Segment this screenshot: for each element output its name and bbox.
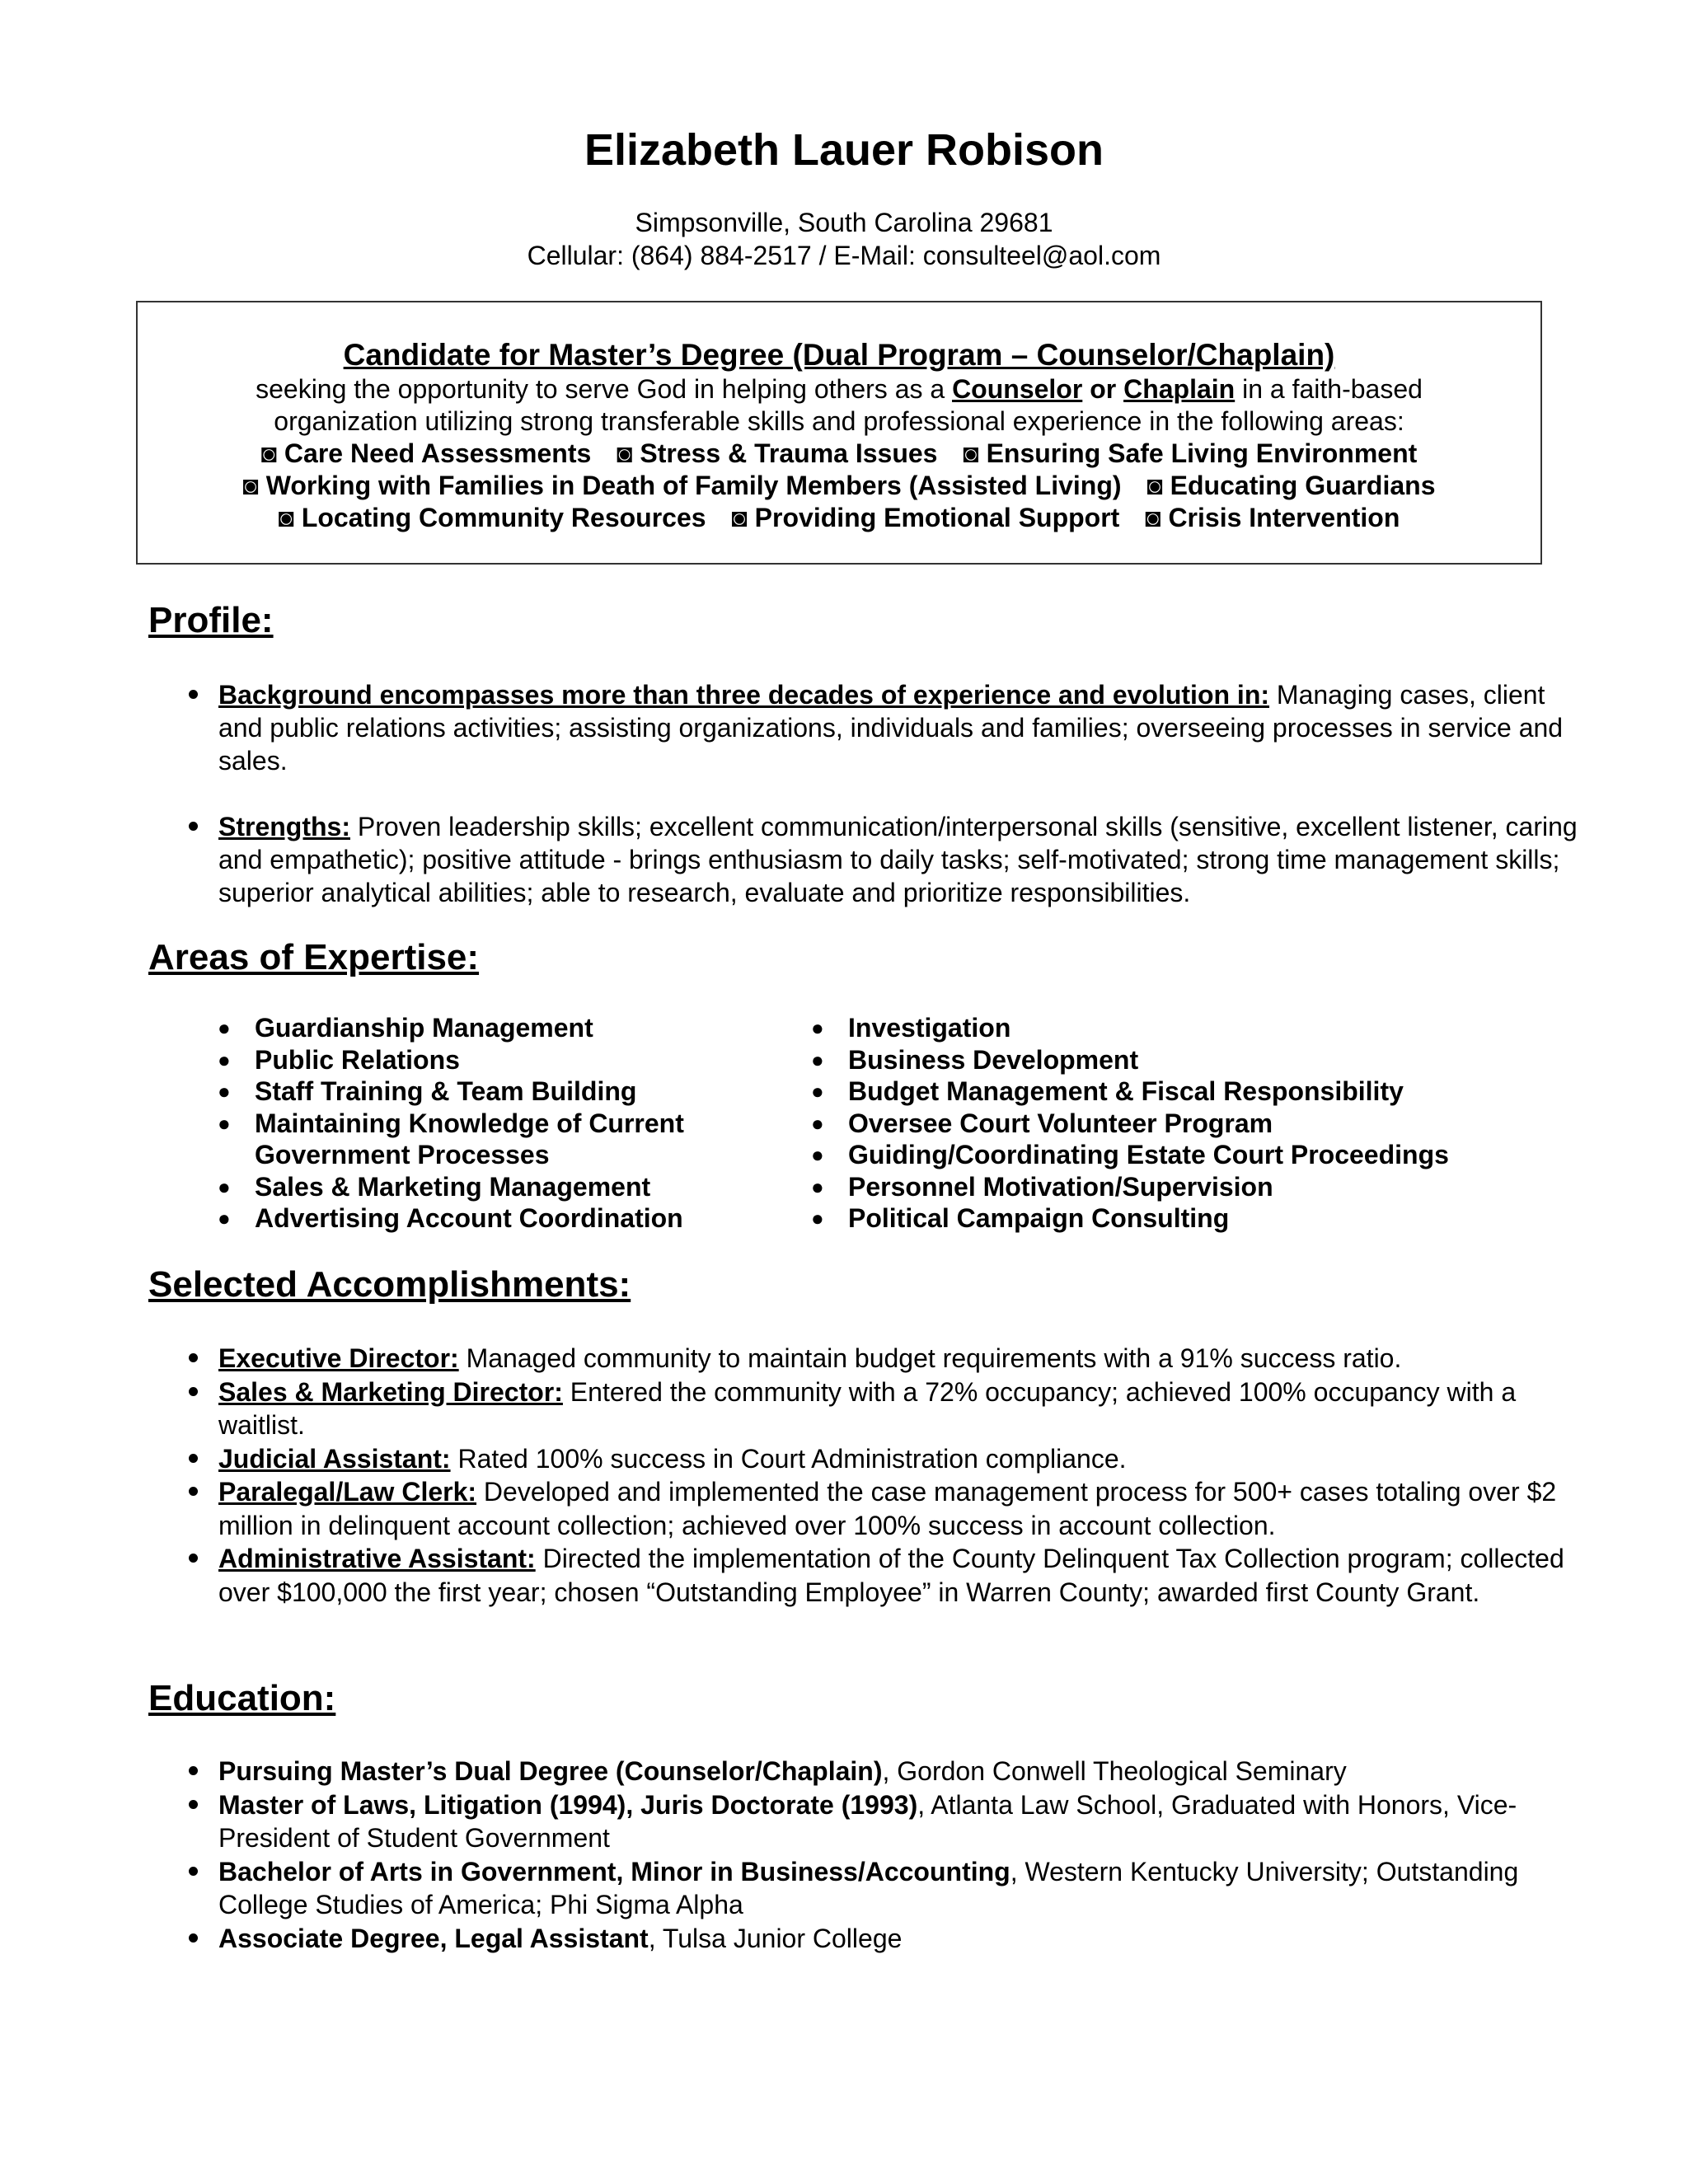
marker-icon: ◙ — [963, 438, 979, 468]
list-item: ● Oversee Court Volunteer Program — [848, 1108, 1590, 1140]
focus-area: Working with Families in Death of Family Members (Assisted Living) — [265, 471, 1122, 500]
focus-area: Stress & Trauma Issues — [640, 438, 938, 468]
list-item — [218, 1342, 1578, 1376]
focus-area: Ensuring Safe Living Environment — [986, 438, 1418, 468]
list-item — [218, 1442, 1578, 1476]
item-text: Developed and implemented the case management process for 500+ cases totaling over $2 million in delinquent account collection; achieved over 100% success in account collection. — [218, 1477, 1557, 1540]
item-lead: Sales & Marketing Director: — [218, 1376, 563, 1407]
marker-icon: ◙ — [1146, 471, 1163, 500]
list-item — [218, 1788, 1578, 1855]
focus-areas-row — [138, 438, 1540, 470]
education-list — [177, 1755, 1578, 1955]
list-item: ● Sales & Marketing Management — [255, 1171, 782, 1203]
expertise-left-list — [218, 1012, 782, 1235]
profile-list — [177, 678, 1578, 909]
item-lead: Paralegal/Law Clerk: — [218, 1477, 477, 1507]
item-text: , Gordon Conwell Theological Seminary — [882, 1756, 1347, 1786]
item-text: Managed community to maintain budget requirements with a 91% success ratio. — [458, 1343, 1402, 1373]
item-lead: Bachelor of Arts in Government, Minor in Business/Accounting — [218, 1856, 1010, 1886]
or-word: or — [1082, 374, 1124, 404]
item-text: , Tulsa Junior College — [648, 1923, 903, 1953]
list-item — [218, 678, 1578, 777]
profile-heading: Profile: — [148, 600, 274, 640]
marker-icon: ◙ — [731, 503, 748, 532]
focus-area: Providing Emotional Support — [754, 503, 1120, 532]
item-text: Rated 100% success in Court Administration compliance. — [450, 1443, 1127, 1474]
marker-icon: ◙ — [1145, 503, 1161, 532]
item-lead: Pursuing Master’s Dual Degree (Counselor/Chaplain) — [218, 1756, 883, 1786]
list-item — [218, 1542, 1578, 1609]
marker-icon: ◙ — [260, 438, 278, 468]
objective-title: Candidate for Master’s Degree (Dual Program – Counselor/Chaplain) — [343, 338, 1335, 372]
list-item: ● Political Campaign Consulting — [848, 1202, 1590, 1235]
item-lead: Executive Director: — [218, 1343, 459, 1373]
list-item: ● Guardianship Management — [255, 1012, 782, 1044]
list-item: ● Advertising Account Coordination — [255, 1202, 782, 1235]
list-item: ● Business Development — [848, 1044, 1590, 1076]
list-item: ● Budget Management & Fiscal Responsibility — [848, 1076, 1590, 1108]
marker-icon: ◙ — [278, 503, 294, 532]
education-heading: Education: — [148, 1678, 336, 1718]
list-item: ● Guiding/Coordinating Estate Court Proceedings — [848, 1139, 1590, 1171]
item-lead: Master of Laws, Litigation (1994), Juris Doctorate (1993) — [218, 1789, 918, 1820]
item-lead: Judicial Assistant: — [218, 1443, 451, 1474]
item-text: , Atlanta Law School, Graduated with Honors, Vice-President of Student Government — [218, 1789, 1517, 1853]
list-item — [218, 1922, 1578, 1956]
list-item — [218, 1855, 1578, 1922]
marker-icon: ◙ — [242, 471, 259, 500]
list-item — [218, 1475, 1578, 1542]
item-text: Entered the community with a 72% occupancy; achieved 100% occupancy with a waitlist. — [218, 1376, 1517, 1440]
list-item — [218, 810, 1578, 909]
item-text: , Western Kentucky University; Outstanding College Studies of America; Phi Sigma Alpha — [218, 1856, 1519, 1919]
item-text: Directed the implementation of the County Delinquent Tax Collection program; collected over $100,000 the first year; chosen “Outstanding Employee” in Warren County; awarded first County Grant. — [218, 1544, 1564, 1607]
objective-text: seeking the opportunity to serve God in helping others as a — [256, 374, 953, 404]
focus-area: Care Need Assessments — [284, 438, 592, 468]
accomplishments-heading: Selected Accomplishments: — [148, 1264, 631, 1305]
counselor-word: Counselor — [952, 374, 1083, 404]
focus-area: Crisis Intervention — [1168, 503, 1400, 532]
item-lead: Background encompasses more than three decades of experience and evolution in: — [218, 680, 1270, 710]
objective-line-2: organization utilizing strong transferable skills and professional experience in the following areas: — [274, 406, 1404, 436]
marker-icon: ◙ — [617, 438, 633, 468]
item-text: Managing cases, client and public relations activities; assisting organizations, individuals and families; overseeing processes in service and sales. — [218, 680, 1564, 776]
accomplishments-list — [177, 1342, 1578, 1609]
list-item: ● Investigation — [848, 1012, 1590, 1044]
list-item: ● Staff Training & Team Building — [255, 1076, 782, 1108]
objective-box — [136, 301, 1542, 565]
item-text: Proven leadership skills; excellent communication/interpersonal skills (sensitive, excellent listener, caring and empathetic); positive attitude - brings enthusiasm to daily tasks; self-motivated; strong time management skills; superior analytical abilities; able to research, evaluate and prioritize responsibilities. — [218, 812, 1578, 907]
focus-areas-row — [138, 502, 1540, 534]
expertise-heading: Areas of Expertise: — [148, 937, 480, 977]
objective-text: in a faith-based — [1235, 374, 1423, 404]
list-item: ● Personnel Motivation/Supervision — [848, 1171, 1590, 1203]
objective-line-1 — [138, 373, 1540, 405]
candidate-name: Elizabeth Lauer Robison — [584, 125, 1104, 175]
focus-area: Locating Community Resources — [301, 503, 706, 532]
item-lead: Administrative Assistant: — [218, 1544, 536, 1573]
focus-area: Educating Guardians — [1170, 471, 1436, 500]
list-item — [218, 1376, 1578, 1442]
contact-block — [0, 206, 1688, 272]
expertise-right-list — [811, 1012, 1590, 1235]
list-item — [218, 1755, 1578, 1788]
focus-areas-row — [138, 470, 1540, 502]
address: Simpsonville, South Carolina 29681 — [635, 208, 1053, 237]
list-item: ● Maintaining Knowledge of Current Government Processes — [255, 1108, 782, 1171]
phone-email: Cellular: (864) 884-2517 / E-Mail: consulteel@aol.com — [527, 241, 1161, 270]
list-item: ● Public Relations — [255, 1044, 782, 1076]
item-lead: Associate Degree, Legal Assistant — [218, 1923, 649, 1953]
item-lead: Strengths: — [218, 812, 350, 841]
chaplain-word: Chaplain — [1123, 374, 1236, 404]
